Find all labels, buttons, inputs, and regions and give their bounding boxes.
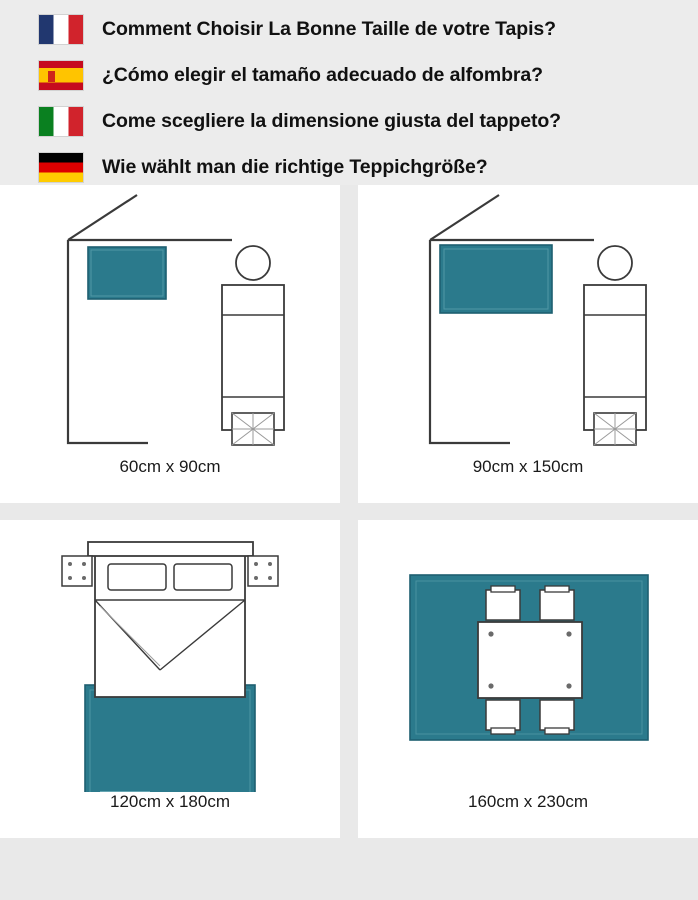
illustration-bedside-small-rug (0, 185, 340, 457)
grid-gap-vertical-top (340, 185, 358, 503)
cell-90x150 (358, 185, 698, 503)
flag-france-icon (38, 14, 84, 45)
headline-spanish: ¿Cómo elegir el tamaño adecuado de alfombra? (102, 63, 543, 86)
caption-160x230: 160cm x 230cm (358, 792, 698, 826)
language-row-spanish (0, 52, 698, 98)
language-row-italian (0, 98, 698, 144)
illustration-bed-foot-rug (0, 520, 340, 792)
flag-germany-icon (38, 152, 84, 183)
flag-spain-icon (38, 60, 84, 91)
headline-italian: Come scegliere la dimensione giusta del tappeto? (102, 109, 561, 132)
language-row-french (0, 6, 698, 52)
grid-row-bottom (0, 520, 698, 838)
caption-120x180: 120cm x 180cm (0, 792, 340, 826)
cell-60x90 (0, 185, 340, 503)
language-header (0, 0, 698, 185)
illustration-bedside-medium-rug (358, 185, 698, 457)
grid-row-top (0, 185, 698, 503)
size-examples-grid (0, 185, 698, 870)
cell-120x180 (0, 520, 340, 838)
language-row-german (0, 144, 698, 190)
headline-german: Wie wählt man die richtige Teppichgröße? (102, 155, 488, 178)
caption-60x90: 60cm x 90cm (0, 457, 340, 491)
grid-gap-vertical-bottom (340, 520, 358, 838)
caption-90x150: 90cm x 150cm (358, 457, 698, 491)
cell-160x230 (358, 520, 698, 838)
grid-gap-horizontal (0, 503, 698, 520)
headline-french: Comment Choisir La Bonne Taille de votre Tapis? (102, 17, 556, 40)
flag-italy-icon (38, 106, 84, 137)
page-bottom-strip (0, 838, 698, 870)
illustration-dining-table-rug (358, 520, 698, 792)
